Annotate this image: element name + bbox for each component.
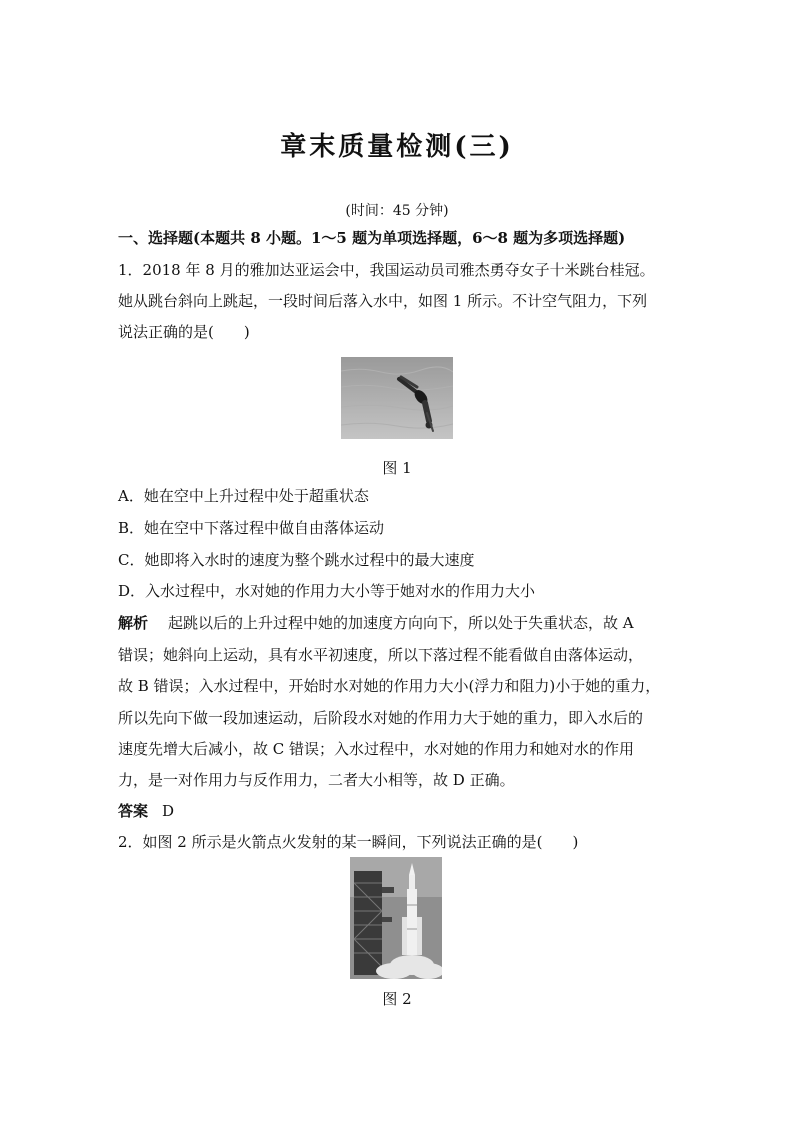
q1-option-b: B．她在空中下落过程中做自由落体运动 [118, 519, 385, 537]
q1-analysis-line-3: 故 B 错误；入水过程中，开始时水对她的作用力大小(浮力和阻力)小于她的重力， [118, 677, 661, 695]
section-heading: 一、选择题(本题共 8 小题。1～5 题为单项选择题，6～8 题为多项选择题) [118, 229, 626, 247]
q1-analysis-line-2: 错误；她斜向上运动，具有水平初速度，所以下落过程不能看做自由落体运动， [118, 646, 644, 664]
answer-label: 答案 [118, 802, 149, 820]
diver-photo [341, 357, 453, 439]
q1-stem-line-2: 她从跳台斜向上跳起，一段时间后落入水中，如图 1 所示。不计空气阻力，下列 [118, 292, 648, 310]
q1-answer-line [118, 801, 684, 821]
page-title: 章末质量检测(三) [280, 132, 514, 162]
q1-stem-line-3: 说法正确的是( ) [118, 323, 250, 341]
rocket-launch-photo [350, 857, 442, 979]
answer-value: D [162, 802, 175, 820]
q2-stem: 2．如图 2 所示是火箭点火发射的某一瞬间，下列说法正确的是( ) [118, 833, 579, 851]
q1-option-c: C．她即将入水时的速度为整个跳水过程中的最大速度 [118, 551, 475, 569]
q1-analysis-line-6: 力，是一对作用力与反作用力，二者大小相等，故 D 正确。 [118, 771, 515, 789]
q1-analysis-line-1 [118, 613, 684, 633]
figure-2-caption: 图 2 [382, 990, 412, 1008]
q1-analysis-line-5: 速度先增大后减小，故 C 错误；入水过程中，水对她的作用力和她对水的作用 [118, 740, 635, 758]
analysis-text-1: 起跳以后的上升过程中她的加速度方向向下，所以处于失重状态，故 A [168, 614, 634, 632]
q1-analysis-line-4: 所以先向下做一段加速运动，后阶段水对她的作用力大于她的重力，即入水后的 [118, 709, 644, 727]
figure-1-caption: 图 1 [382, 459, 412, 477]
time-note: (时间：45 分钟) [345, 203, 449, 219]
analysis-label: 解析 [118, 614, 149, 632]
q1-option-a: A．她在空中上升过程中处于超重状态 [118, 487, 369, 505]
q1-option-d: D．入水过程中，水对她的作用力大小等于她对水的作用力大小 [118, 582, 536, 600]
q1-stem-line-1: 1．2018 年 8 月的雅加达亚运会中，我国运动员司雅杰勇夺女子十米跳台桂冠。 [118, 261, 655, 279]
